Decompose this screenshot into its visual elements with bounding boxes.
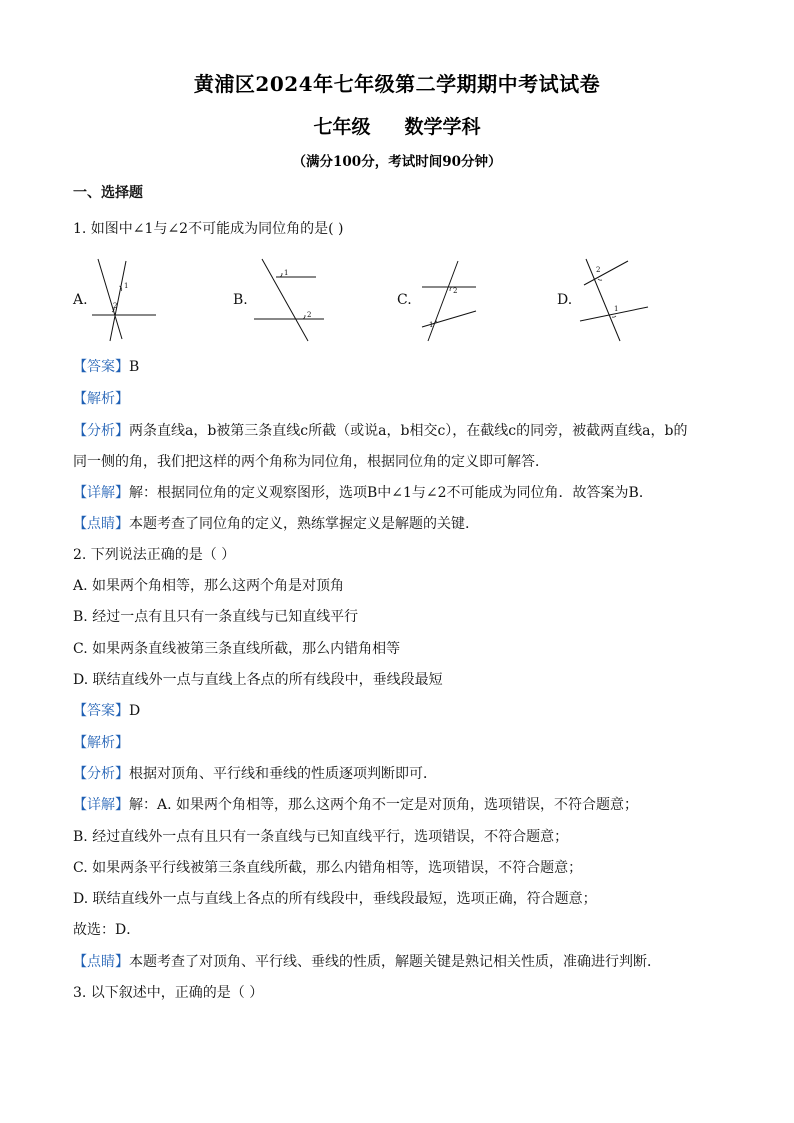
figure-c-angle-2-arc xyxy=(450,287,452,291)
xiangjie-tag: 【详解】 xyxy=(73,485,129,501)
q1-answer xyxy=(73,357,733,377)
q3-stem: 3. 以下叙述中，正确的是（ ） xyxy=(73,985,264,1001)
figure-b-angle-2-arc xyxy=(303,315,305,319)
answer-value: B xyxy=(129,359,140,375)
score-time-note: （满分100分，考试时间90分钟） xyxy=(292,154,502,170)
q1-option-c-label: C. xyxy=(397,292,412,308)
subtitle xyxy=(0,112,794,139)
figure-d-upper-line xyxy=(584,261,628,285)
q1-xiangjie xyxy=(73,483,733,503)
figure-b-angle-1-arc xyxy=(280,273,282,277)
figure-d-angle-1-arc xyxy=(612,316,616,317)
figure-c-mark-2: 2 xyxy=(453,287,458,295)
figure-a-mark-2: 2 xyxy=(113,302,118,310)
q2-option-d: D. 联结直线外一点与直线上各点的所有线段中，垂线段最短 xyxy=(73,672,443,688)
q2-option-c: C. 如果两条直线被第三条直线所截，那么内错角相等 xyxy=(73,641,401,657)
dianjing-tag: 【点睛】 xyxy=(73,954,129,970)
q2-option-a: A. 如果两个角相等，那么这两个角是对顶角 xyxy=(73,578,345,594)
fenxi-tag: 【分析】 xyxy=(73,423,129,439)
q2-dianjing xyxy=(73,952,733,972)
q1-analysis-tag: 【解析】 xyxy=(73,391,129,407)
xiangjie-tag: 【详解】 xyxy=(73,797,129,813)
q1-option-a-label: A. xyxy=(73,292,88,308)
q2-xiangjie-line-1 xyxy=(73,795,733,815)
q1-option-d-label: D. xyxy=(557,292,573,308)
xiangjie-text: 解：A. 如果两个角相等，那么这两个角不一定是对顶角，选项错误，不符合题意； xyxy=(129,797,639,813)
q2-xiangjie-line-3: C. 如果两条平行线被第三条直线所截，那么内错角相等，选项错误，不符合题意； xyxy=(73,860,583,876)
dianjing-tag: 【点睛】 xyxy=(73,516,129,532)
fenxi-tag: 【分析】 xyxy=(73,766,129,782)
q2-analysis-tag: 【解析】 xyxy=(73,735,129,751)
q2-option-b: B. 经过一点有且只有一条直线与已知直线平行 xyxy=(73,609,359,625)
q1-figure-d xyxy=(576,255,656,347)
section-title: 一、选择题 xyxy=(73,185,143,201)
q1-fenxi-line-2: 同一侧的角，我们把这样的两个角称为同位角，根据同位角的定义即可解答． xyxy=(73,454,549,470)
dianjing-text: 本题考查了同位角的定义，熟练掌握定义是解题的关键. xyxy=(129,516,470,532)
q1-dianjing xyxy=(73,514,733,534)
q1-stem: 1. 如图中∠1与∠2不可能成为同位角的是( ) xyxy=(73,221,344,237)
figure-a-line-2 xyxy=(110,261,129,341)
q2-fenxi xyxy=(73,764,733,784)
figure-d-angle-2-arc xyxy=(598,279,602,280)
fenxi-text: 两条直线a，b被第三条直线c所截（或说a，b相交c），在截线c的同旁，被截两直线a，b的 xyxy=(129,423,688,439)
figure-c-transversal xyxy=(428,261,458,341)
figure-c-mark-1: 1 xyxy=(429,321,434,329)
q2-xiangjie-line-2: B. 经过直线外一点有且只有一条直线与已知直线平行，选项错误，不符合题意； xyxy=(73,829,569,845)
q1-figure-c xyxy=(416,255,482,347)
q1-fenxi-line-1 xyxy=(73,421,733,441)
fenxi-text: 根据对顶角、平行线和垂线的性质逐项判断即可． xyxy=(129,766,437,782)
answer-value: D xyxy=(129,703,141,719)
figure-d-transversal xyxy=(586,259,620,341)
q2-xiangjie-line-4: D. 联结直线外一点与直线上各点的所有线段中，垂线段最短，选项正确，符合题意； xyxy=(73,891,597,907)
figure-d-mark-2: 2 xyxy=(596,266,601,274)
q1-option-b-label: B. xyxy=(233,292,248,308)
answer-tag: 【答案】 xyxy=(73,359,129,375)
figure-b-mark-1: 1 xyxy=(284,269,289,277)
answer-tag: 【答案】 xyxy=(73,703,129,719)
q2-conclusion: 故选：D． xyxy=(73,922,141,938)
q2-answer xyxy=(73,701,733,721)
figure-a-mark-1: 1 xyxy=(124,282,129,290)
figure-d-mark-1: 1 xyxy=(614,305,619,313)
q2-stem: 2. 下列说法正确的是（ ） xyxy=(73,547,236,563)
figure-b-mark-2: 2 xyxy=(307,311,312,319)
dianjing-text: 本题考查了对顶角、平行线、垂线的性质，解题关键是熟记相关性质，准确进行判断． xyxy=(129,954,661,970)
xiangjie-text: 解：根据同位角的定义观察图形，选项B中∠1与∠2不可能成为同位角．故答案为B． xyxy=(129,485,653,501)
grade-label: 七年级 xyxy=(313,116,371,138)
q1-figure-a xyxy=(88,255,158,347)
subject-label: 数学学科 xyxy=(404,116,481,138)
exam-title: 黄浦区2024年七年级第二学期期中考试试卷 xyxy=(193,72,601,96)
q1-figure-b xyxy=(252,255,328,347)
